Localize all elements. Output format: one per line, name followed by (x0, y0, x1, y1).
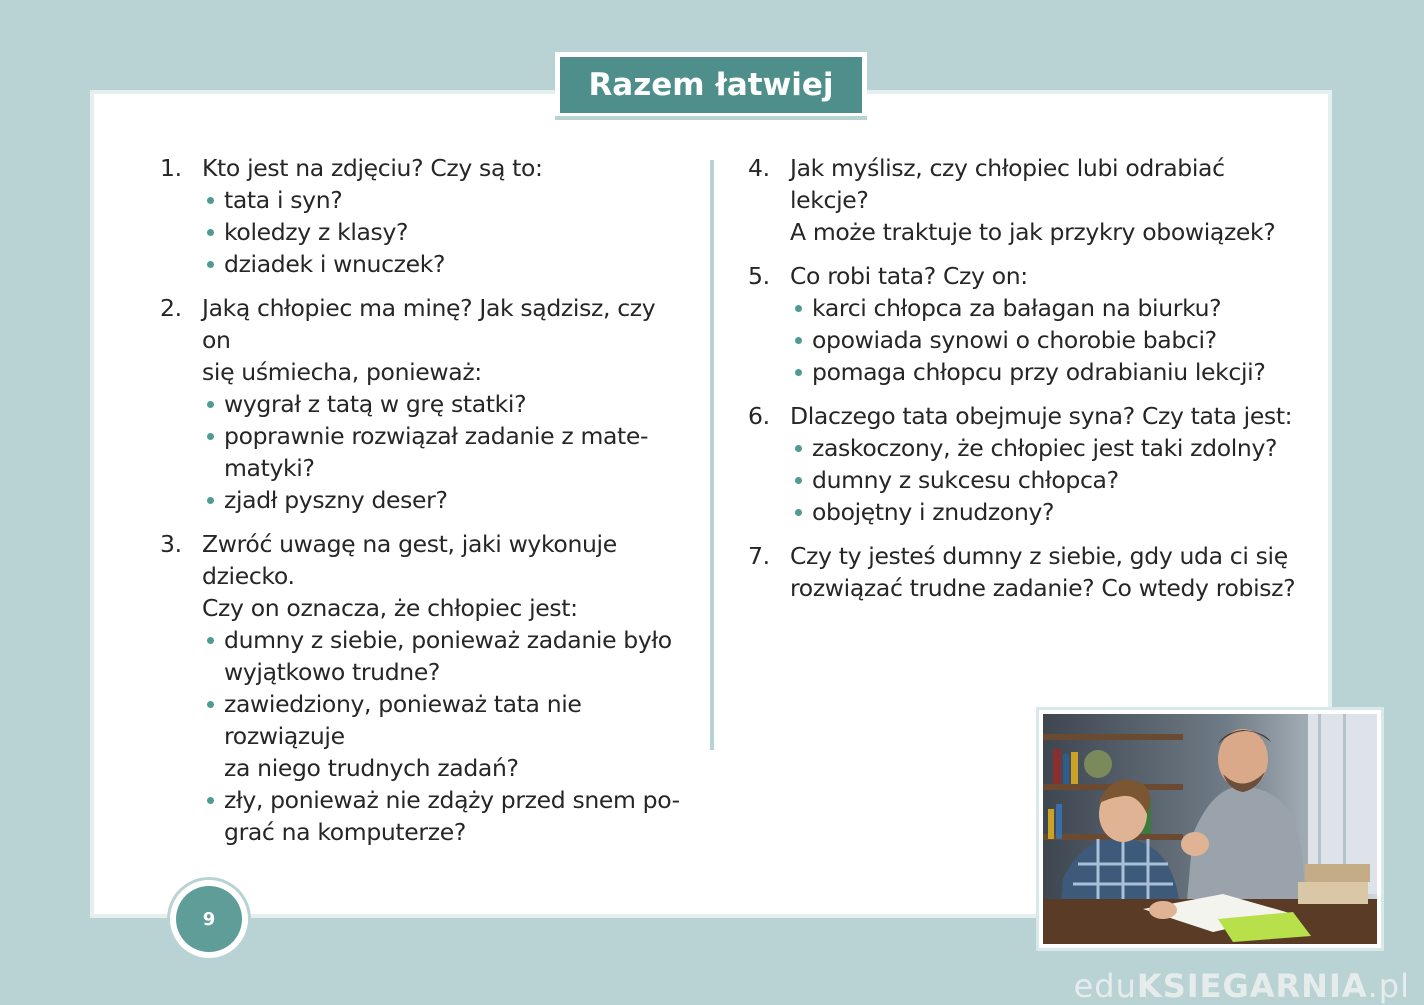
title-underline (555, 116, 867, 120)
answer-option (202, 688, 680, 784)
answer-option-text: matyki? (224, 454, 315, 482)
bullet-icon (795, 477, 802, 484)
answer-option-text: poprawnie rozwiązał zadanie z mate- (224, 422, 649, 450)
answer-option-text: opowiada synowi o chorobie babci? (812, 326, 1217, 354)
bullet-icon (207, 637, 214, 644)
bullet-icon (795, 369, 802, 376)
left-question-column (160, 152, 680, 860)
question-text: Czy on oznacza, że chłopiec jest: (202, 594, 578, 622)
answer-option-text: zaskoczony, że chłopiec jest taki zdolny? (812, 434, 1278, 462)
question-number: 4. (748, 154, 770, 182)
question-body (790, 400, 1308, 528)
answer-option-text: dumny z sukcesu chłopca? (812, 466, 1119, 494)
bullet-icon (207, 433, 214, 440)
question-text: Co robi tata? Czy on: (790, 262, 1028, 290)
answer-option-text: obojętny i znudzony? (812, 498, 1055, 526)
question-text: Zwróć uwagę na gest, jaki wykonuje dziecko. (202, 530, 617, 590)
answer-option-text: zjadł pyszny deser? (224, 486, 448, 514)
question-body (202, 528, 680, 848)
question-text: Jaką chłopiec ma minę? Jak sądzisz, czy on (202, 294, 656, 354)
bullet-icon (207, 197, 214, 204)
answer-option (202, 184, 680, 216)
watermark-part-2: KSIEGARNIA (1136, 967, 1368, 1005)
answer-option (202, 624, 680, 688)
question-text: Jak myślisz, czy chłopiec lubi odrabiać lekcje? (790, 154, 1225, 214)
answer-option (202, 420, 680, 484)
answer-option (202, 484, 680, 516)
question-number: 5. (748, 262, 770, 290)
bullet-icon (795, 305, 802, 312)
answer-option (202, 388, 680, 420)
question-number: 2. (160, 294, 182, 322)
answer-option-text: za niego trudnych zadań? (224, 754, 519, 782)
answer-option (790, 432, 1308, 464)
question-item (160, 292, 680, 516)
page-number-badge (170, 880, 248, 958)
answer-option-text: dumny z siebie, ponieważ zadanie było (224, 626, 672, 654)
bullet-icon (207, 261, 214, 268)
question-number: 1. (160, 154, 182, 182)
answer-option-text: zły, ponieważ nie zdąży przed snem po- (224, 786, 680, 814)
bullet-icon (795, 509, 802, 516)
title-banner (555, 52, 867, 122)
question-text: Czy ty jesteś dumny z siebie, gdy uda ci się (790, 542, 1288, 570)
question-text: się uśmiecha, ponieważ: (202, 358, 482, 386)
question-number: 6. (748, 402, 770, 430)
question-item (748, 260, 1308, 388)
question-number: 7. (748, 542, 770, 570)
answer-option (790, 496, 1308, 528)
bullet-icon (795, 445, 802, 452)
question-text: Kto jest na zdjęciu? Czy są to: (202, 154, 543, 182)
photo-father-helping-son (1043, 714, 1377, 944)
bullet-icon (207, 401, 214, 408)
bullet-icon (207, 497, 214, 504)
question-body (790, 540, 1308, 604)
answer-option (790, 356, 1308, 388)
watermark (1074, 967, 1410, 1005)
question-text: rozwiązać trudne zadanie? Co wtedy robisz? (790, 574, 1296, 602)
column-divider (710, 160, 714, 750)
question-body (202, 152, 680, 280)
answer-option (790, 292, 1308, 324)
photo-illustration (1043, 714, 1377, 944)
question-item (748, 400, 1308, 528)
page-title: Razem łatwiej (560, 57, 862, 113)
question-item (748, 540, 1308, 604)
page-number: 9 (176, 886, 242, 952)
answer-option (202, 784, 680, 848)
answer-option-text: koledzy z klasy? (224, 218, 409, 246)
answer-option-text: grać na komputerze? (224, 818, 466, 846)
answer-option-text: tata i syn? (224, 186, 343, 214)
answer-option-text: zawiedziony, ponieważ tata nie rozwiązuje (224, 690, 582, 750)
answer-option-text: karci chłopca za bałagan na biurku? (812, 294, 1222, 322)
right-question-column (748, 152, 1308, 616)
question-item (160, 528, 680, 848)
answer-option-text: wygrał z tatą w grę statki? (224, 390, 527, 418)
photo-frame (1036, 707, 1384, 951)
question-item (160, 152, 680, 280)
answer-option-text: wyjątkowo trudne? (224, 658, 441, 686)
question-body (790, 152, 1308, 248)
watermark-part-1: edu (1073, 967, 1137, 1005)
answer-option (790, 324, 1308, 356)
bullet-icon (795, 337, 802, 344)
answer-option (202, 216, 680, 248)
bullet-icon (207, 797, 214, 804)
answer-option (202, 248, 680, 280)
question-body (790, 260, 1308, 388)
answer-option-text: dziadek i wnuczek? (224, 250, 446, 278)
question-text: A może traktuje to jak przykry obowiązek? (790, 218, 1276, 246)
question-text: Dlaczego tata obejmuje syna? Czy tata jest: (790, 402, 1293, 430)
question-body (202, 292, 680, 516)
bullet-icon (207, 701, 214, 708)
answer-option-text: pomaga chłopcu przy odrabianiu lekcji? (812, 358, 1266, 386)
question-item (748, 152, 1308, 248)
bullet-icon (207, 229, 214, 236)
answer-option (790, 464, 1308, 496)
watermark-suffix: .pl (1367, 967, 1410, 1005)
question-number: 3. (160, 530, 182, 558)
